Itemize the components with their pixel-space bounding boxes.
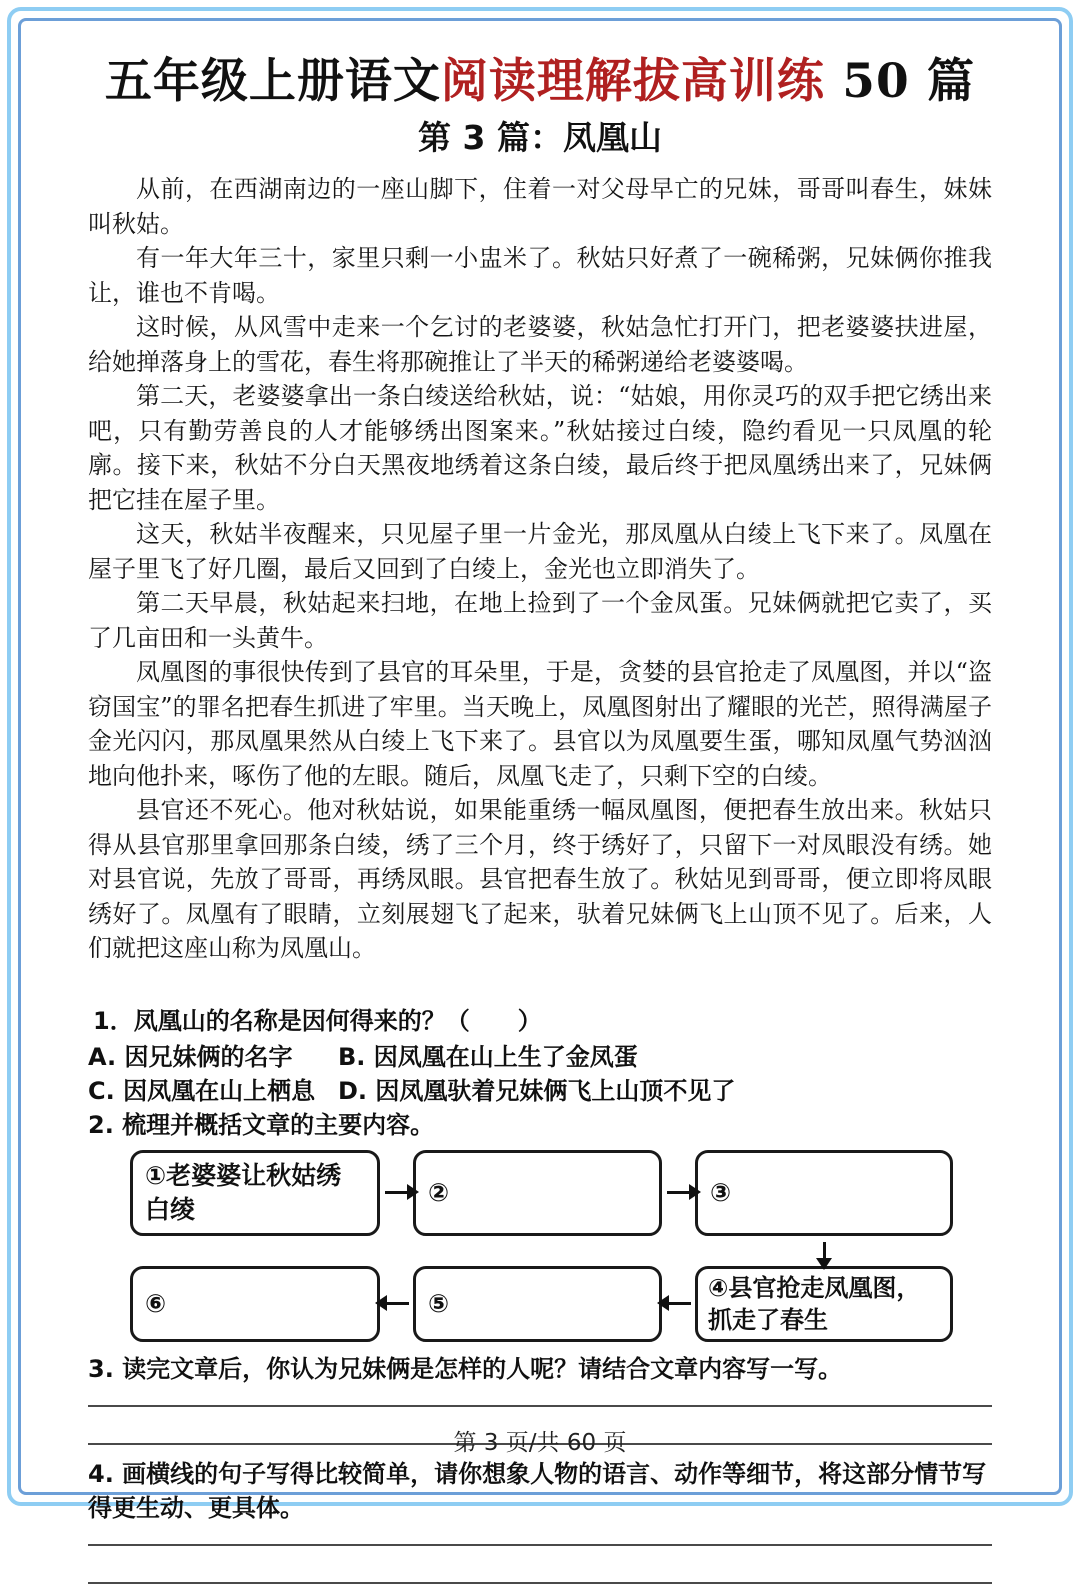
arrow-left-icon xyxy=(380,1266,413,1342)
title-part-black-right: 50 篇 xyxy=(824,54,976,109)
flowchart-box-5: ⑤ xyxy=(413,1266,662,1342)
arrow-down-icon xyxy=(695,1236,953,1266)
flowchart-box-3: ③ xyxy=(695,1150,953,1236)
page-content xyxy=(88,52,992,1584)
story-paragraph: 这天，秋姑半夜醒来，只见屋子里一片金光，那凤凰从白绫上飞下来了。凤凰在屋子里飞了好几圈，最后又回到了白绫上，金光也立即消失了。 xyxy=(88,520,992,583)
story-paragraph: 第二天早晨，秋姑起来扫地，在地上捡到了一个金凤蛋。兄妹俩就把它卖了，买了几亩田和一头黄牛。 xyxy=(88,589,992,652)
story-paragraph: 凤凰图的事很快传到了县官的耳朵里，于是，贪婪的县官抢走了凤凰图，并以“盗窃国宝”的罪名把春生抓进了牢里。当天晚上，凤凰图射出了耀眼的光芒，照得满屋子金光闪闪，那凤凰果然从白绫上飞下来了。县官以为凤凰要生蛋，哪知凤凰气势汹汹地向他扑来，啄伤了他的左眼。随后，凤凰飞走了，只剩下空的白绫。 xyxy=(88,658,992,790)
story-text xyxy=(88,172,992,966)
answer-line xyxy=(88,1388,992,1407)
answer-line xyxy=(88,1527,992,1546)
arrow-left-icon xyxy=(662,1266,695,1342)
flowchart-box-2: ② xyxy=(413,1150,662,1236)
question-1: 1．凤凰山的名称是因何得来的？（ ） xyxy=(93,1006,542,1035)
chapter-subtitle: 第 3 篇：凤凰山 xyxy=(418,118,662,157)
arrow-right-icon xyxy=(380,1150,413,1236)
question-4: 4. 画横线的句子写得比较简单，请你想象人物的语言、动作等细节，将这部分情节写得更生动、更具体。 xyxy=(88,1459,987,1522)
option-a: A. 因兄妹俩的名字 xyxy=(88,1042,293,1071)
question-3: 3. 读完文章后，你认为兄妹俩是怎样的人呢？请结合文章内容写一写。 xyxy=(88,1354,843,1383)
option-d: D. 因凤凰驮着兄妹俩飞上山顶不见了 xyxy=(338,1076,736,1105)
story-paragraph: 第二天，老婆婆拿出一条白绫送给秋姑，说：“姑娘，用你灵巧的双手把它绣出来吧，只有勤劳善良的人才能够绣出图案来。”秋姑接过白绫，隐约看见一只凤凰的轮廓。接下来，秋姑不分白天黑夜地绣着这条白绫，最后终于把凤凰绣出来了，兄妹俩把它挂在屋子里。 xyxy=(88,382,992,514)
flowchart-box-1: ①老婆婆让秋姑绣白绫 xyxy=(130,1150,380,1236)
arrow-right-icon xyxy=(662,1150,695,1236)
flowchart-box-6: ⑥ xyxy=(130,1266,380,1342)
question-1-options xyxy=(88,1040,992,1108)
flowchart-box-4: ④县官抢走凤凰图，抓走了春生 xyxy=(695,1266,953,1342)
story-paragraph: 这时候，从风雪中走来一个乞讨的老婆婆，秋姑急忙打开门，把老婆婆扶进屋，给她掸落身上的雪花，春生将那碗推让了半天的稀粥递给老婆婆喝。 xyxy=(88,313,992,376)
question-4-answer-blanks xyxy=(88,1527,992,1584)
title-part-black-left: 五年级上册语文 xyxy=(104,54,441,109)
option-c: C. 因凤凰在山上栖息 xyxy=(88,1076,316,1105)
title-part-red: 阅读理解拔高训练 xyxy=(440,54,825,109)
questions-section xyxy=(88,1004,992,1584)
summary-flowchart xyxy=(130,1150,992,1342)
page-title xyxy=(88,52,992,112)
story-paragraph: 县官还不死心。他对秋姑说，如果能重绣一幅凤凰图，便把春生放出来。秋姑只得从县官那里拿回那条白绫，绣了三个月，终于绣好了，只留下一对凤眼没有绣。她对县官说，先放了哥哥，再绣凤眼。县官把春生放了。秋姑见到哥哥，便立即将凤眼绣好了。凤凰有了眼睛，立刻展翅飞了起来，驮着兄妹俩飞上山顶不见了。后来，人们就把这座山称为凤凰山。 xyxy=(88,796,992,962)
question-2: 2. 梳理并概括文章的主要内容。 xyxy=(88,1110,435,1139)
story-paragraph: 有一年大年三十，家里只剩一小盅米了。秋姑只好煮了一碗稀粥，兄妹俩你推我让，谁也不肯喝。 xyxy=(88,244,992,307)
page-number-footer: 第 3 页/共 60 页 xyxy=(453,1430,627,1456)
option-b: B. 因凤凰在山上生了金凤蛋 xyxy=(338,1042,638,1071)
story-paragraph: 从前，在西湖南边的一座山脚下，住着一对父母早亡的兄妹，哥哥叫春生，妹妹叫秋姑。 xyxy=(88,175,992,238)
answer-line xyxy=(88,1546,992,1584)
